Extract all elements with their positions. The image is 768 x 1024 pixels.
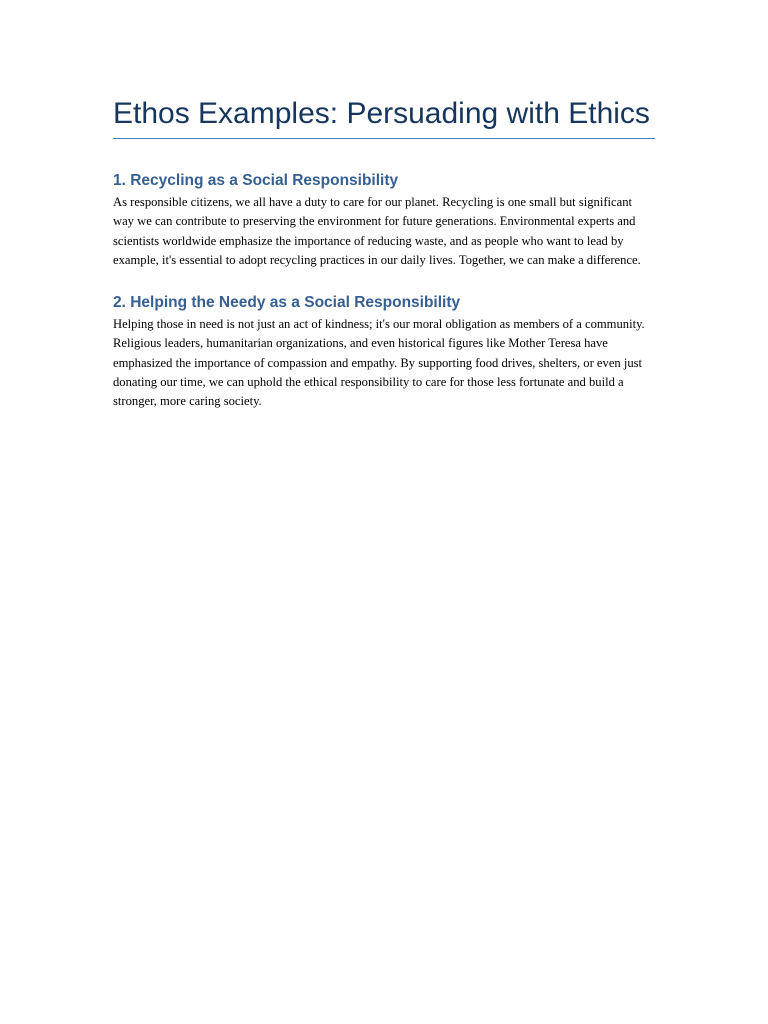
section-heading: 1. Recycling as a Social Responsibility	[113, 172, 399, 189]
section-recycling	[113, 171, 655, 270]
title-underline-rule	[113, 138, 655, 139]
section-heading: 2. Helping the Needy as a Social Responsibility	[113, 294, 461, 312]
section-helping-needy	[113, 293, 655, 411]
document-title: Ethos Examples: Persuading with Ethics	[113, 97, 650, 130]
section-paragraph: As responsible citizens, we all have a duty to care for our planet. Recycling is one small but significant way we can contribute to preserving the environment for future generations. Environmental experts and scientists worldwide emphasize the importance of reducing waste, and as people who want to lead by example, it's essential to adopt recycling practices in our daily lives. Together, we can make a difference.	[113, 195, 641, 267]
document-content	[113, 94, 655, 412]
section-paragraph: Helping those in need is not just an act of kindness; it's our moral obligation as members of a community. Religious leaders, humanitarian organizations, and even historical figures like Mother Teresa have emphasized the importance of compassion and empathy. By supporting food drives, shelters, or even just donating our time, we can uphold the ethical responsibility to care for those less fortunate and build a stronger, more caring society.	[113, 317, 645, 409]
